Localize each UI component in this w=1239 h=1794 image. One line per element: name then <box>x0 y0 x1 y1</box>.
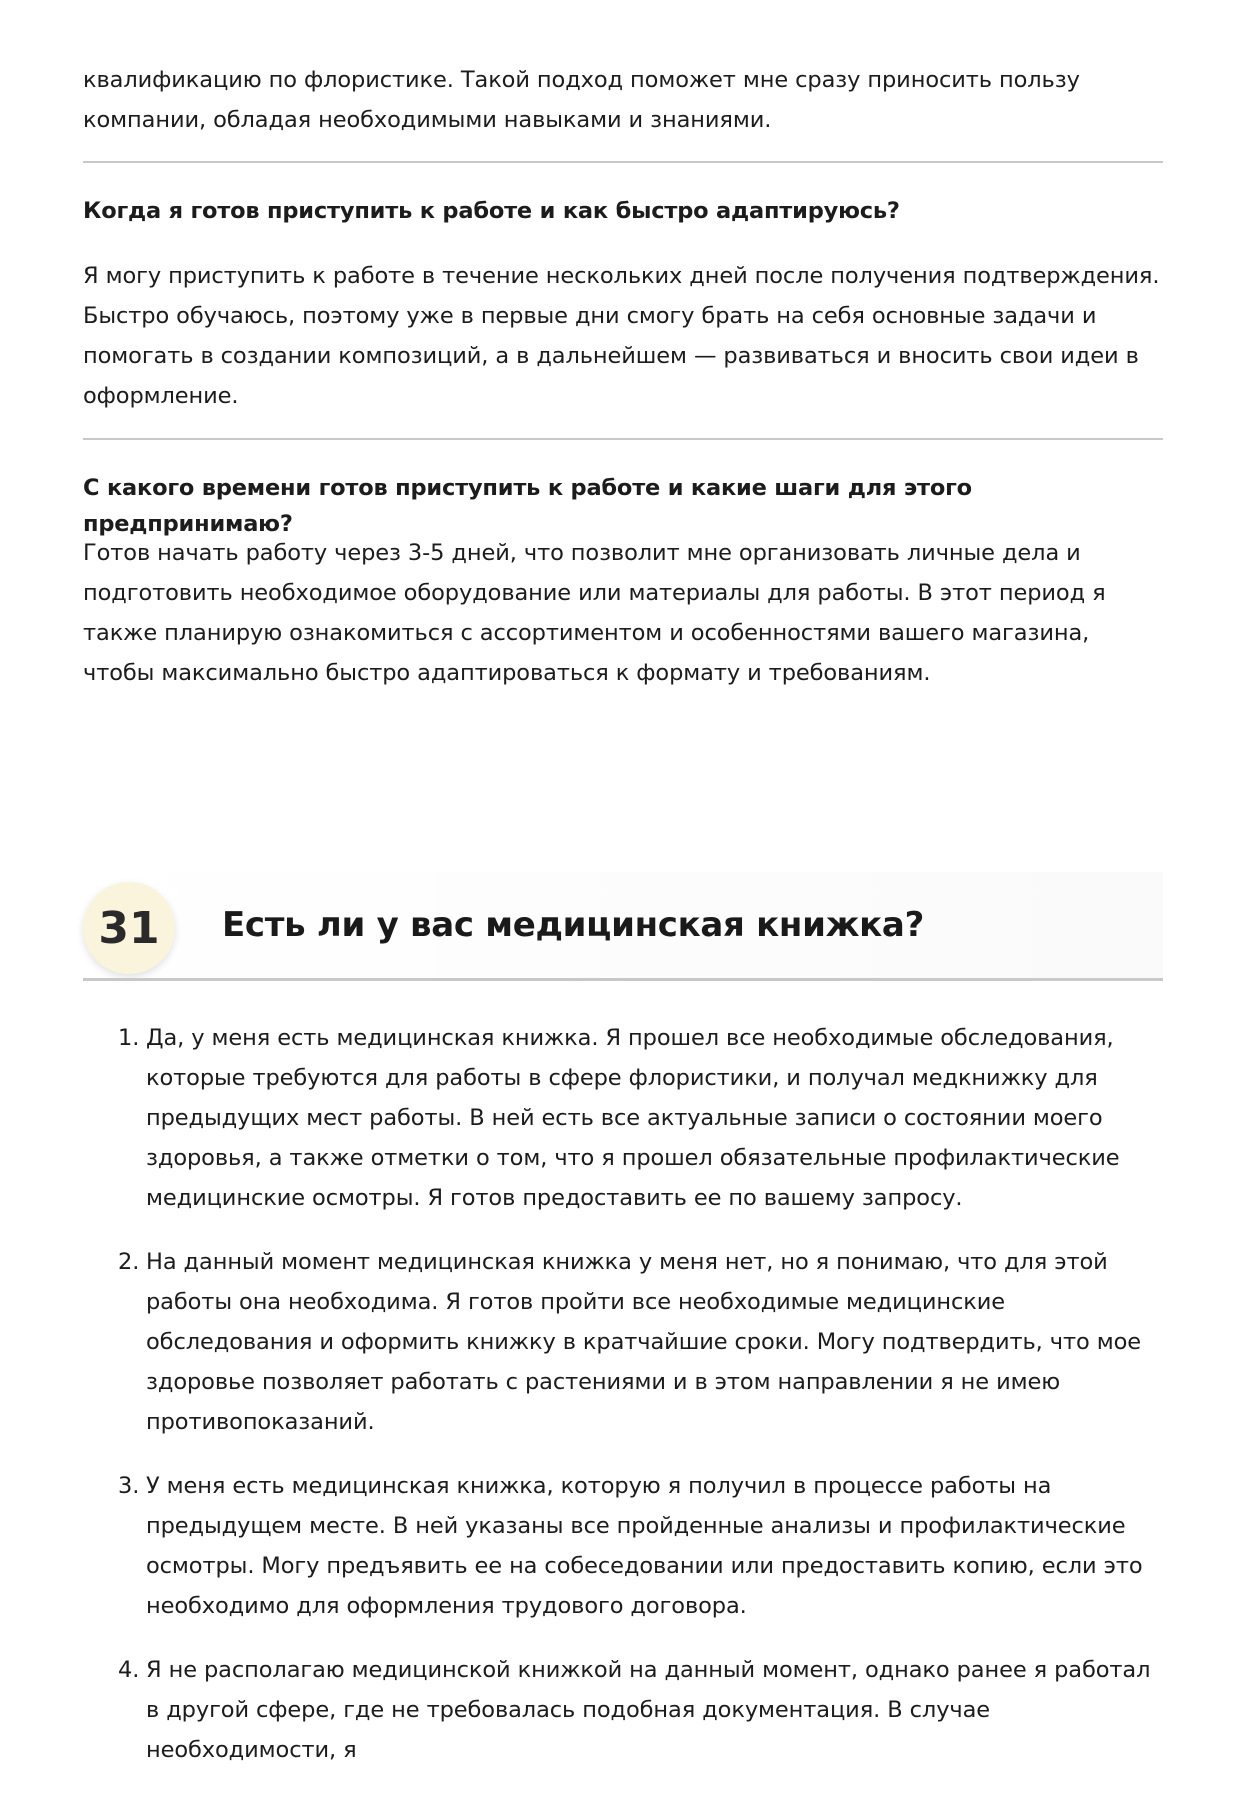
section-title: Есть ли у вас медицинская книжка? <box>222 905 924 945</box>
answers-list <box>83 1018 1163 1794</box>
list-item-text: Да, у меня есть медицинская книжка. Я прошел все необходимые обследования, которые требуются для работы в сфере флористики, и получал медкнижку для предыдущих мест работы. В ней есть все актуальные записи о состоянии моего здоровья, а также отметки о том, что я прошел обязательные профилактические медицинские осмотры. Я готов предоставить ее по вашему запросу. <box>146 1025 1120 1211</box>
question-title: С какого времени готов приступить к работе и какие шаги для этого предпринимаю? <box>83 475 972 537</box>
question-answer: Готов начать работу через 3-5 дней, что позволит мне организовать личные дела и подготовить необходимое оборудование или материалы для работы. В этот период я также планирую ознакомиться с ассортиментом и особенностями вашего магазина, чтобы максимально быстро адаптироваться к формату и требованиям. <box>83 540 1106 686</box>
list-item-number: 2. <box>118 1249 140 1275</box>
section-number-badge: 31 <box>83 882 175 974</box>
list-item <box>83 1018 1163 1218</box>
list-item-text: Я не располагаю медицинской книжкой на данный момент, однако ранее я работал в другой сфере, где не требовалась подобная документация. В случае необходимости, я <box>146 1657 1151 1763</box>
list-item-number: 1. <box>118 1025 140 1051</box>
list-item <box>83 1242 1163 1442</box>
list-item-text: На данный момент медицинская книжка у меня нет, но я понимаю, что для этой работы она необходима. Я готов пройти все необходимые медицинские обследования и оформить книжку в кратчайшие сроки. Могу подтвердить, что мое здоровье позволяет работать с растениями и в этом направлении я не имею противопоказаний. <box>146 1249 1141 1435</box>
question-answer: Я могу приступить к работе в течение нескольких дней после получения подтверждения. Быстро обучаюсь, поэтому уже в первые дни смогу брать на себя основные задачи и помогать в создании композиций, а в дальнейшем — развиваться и вносить свои идеи в оформление. <box>83 263 1160 409</box>
divider <box>83 161 1163 163</box>
divider <box>83 438 1163 440</box>
section-divider <box>83 978 1163 981</box>
list-item-text: У меня есть медицинская книжка, которую я получил в процессе работы на предыдущем месте. В ней указаны все пройденные анализы и профилактические осмотры. Могу предъявить ее на собеседовании или предоставить копию, если это необходимо для оформления трудового договора. <box>146 1473 1143 1619</box>
list-item <box>83 1650 1163 1770</box>
intro-paragraph: квалификацию по флористике. Такой подход поможет мне сразу приносить пользу компании, обладая необходимыми навыками и знаниями. <box>83 67 1080 133</box>
list-item-number: 3. <box>118 1473 140 1499</box>
list-item <box>83 1466 1163 1626</box>
question-title: Когда я готов приступить к работе и как быстро адаптируюсь? <box>83 198 900 224</box>
section-header <box>83 872 1163 978</box>
list-item-number: 4. <box>118 1657 140 1683</box>
